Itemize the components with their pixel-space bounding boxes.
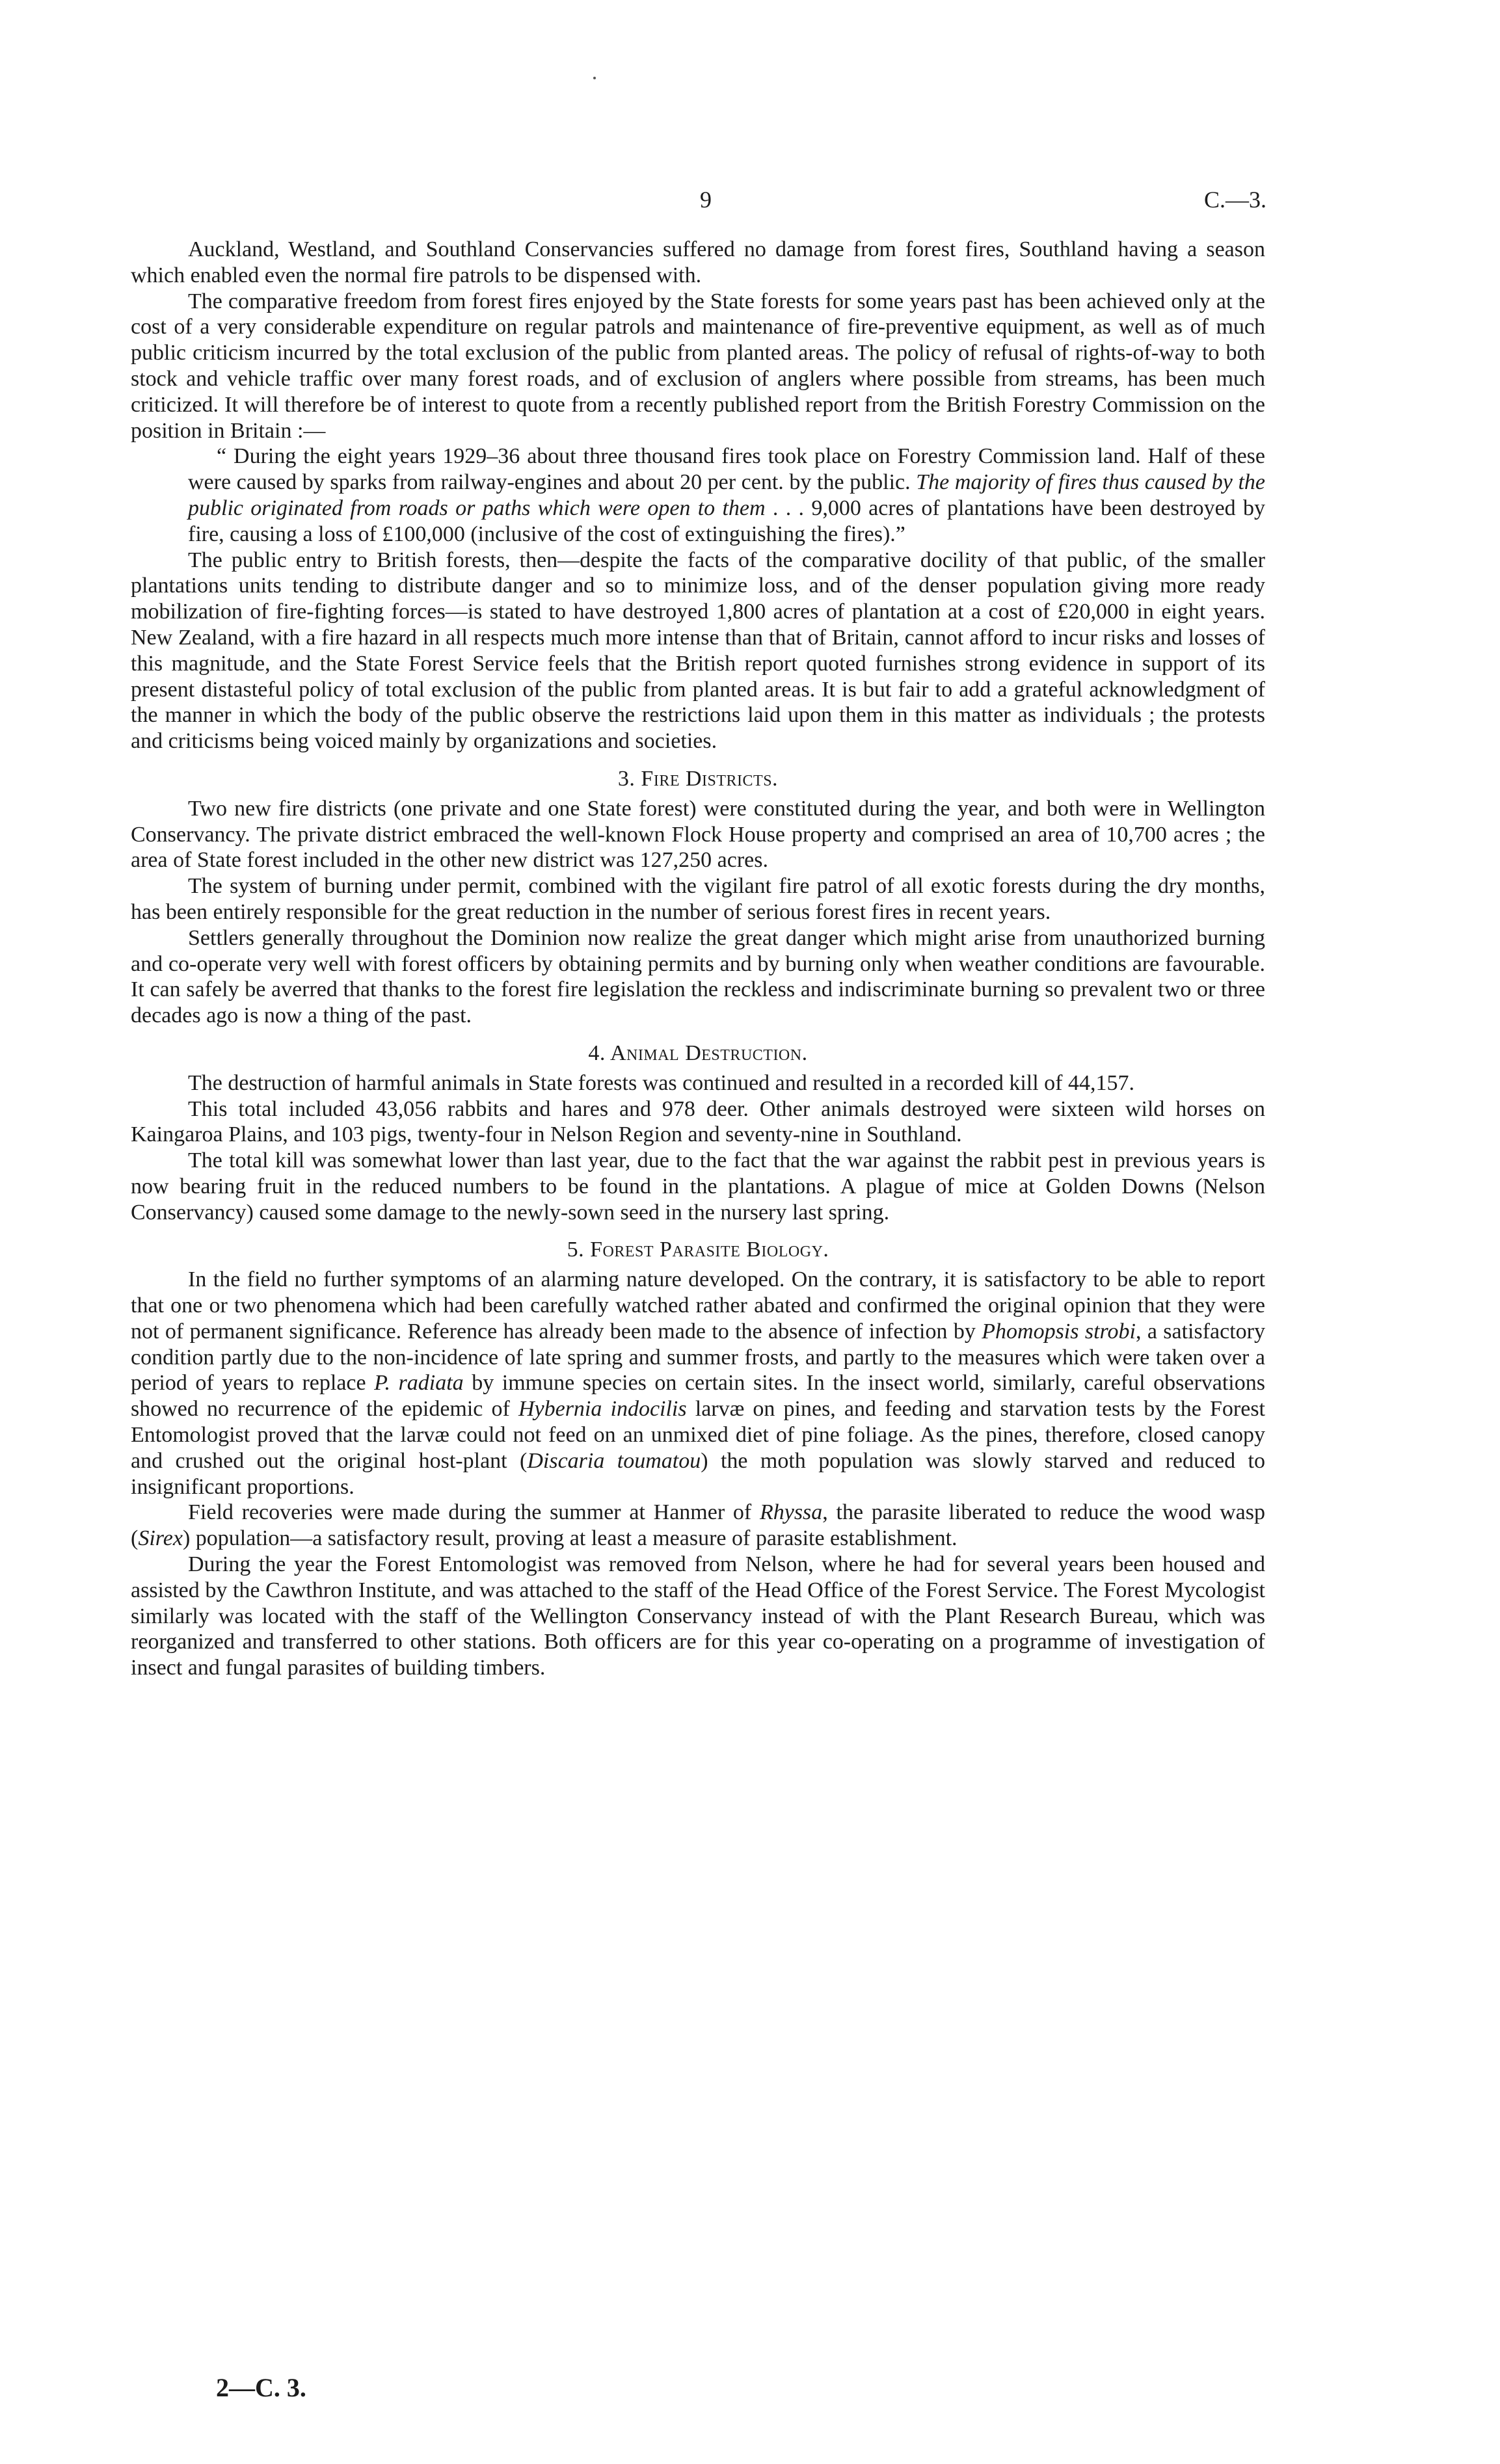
paragraph-comparative-freedom: The comparative freedom from forest fires enjoyed by the State forests for some years past has been achieved only at the cost of a very considerable expenditure on regular patrols and maintenance of fire-preventive equipment, as well as of much public criticism incurred by the total exclusion of the public from planted areas. The policy of refusal of rights-of-way to both stock and vehicle traffic over many forest roads, and of exclusion of anglers where possible from streams, has been much criticized. It will therefore be of interest to quote from a recently published report from the British Forestry Commission on the position in Britain :— [131, 289, 1265, 443]
heading-animal-destruction: 4. Animal Destruction. [588, 1040, 808, 1065]
species-name: Discaria toumatou [527, 1448, 701, 1473]
signature-mark: 2—C. 3. [216, 2373, 306, 2402]
paragraph-entomologist-removed: During the year the Forest Entomologist was removed from Nelson, where he had for several years been housed and assisted by the Cawthron Institute, and was attached to the staff of the Head Office of the Forest Service. The Forest Mycologist similarly was located with the staff of the Wellington Conservancy instead of with the Plant Research Bureau, which was reorganized and transferred to other stations. Both officers are for this year co-operating on a programme of investigation of insect and fungal parasites of building timbers. [131, 1552, 1265, 1680]
page-number: 9 [700, 187, 712, 213]
species-name: P. radiata [374, 1371, 464, 1396]
text-segment: Field recoveries were made during the summer at Hanmer of [188, 1500, 760, 1525]
paragraph-conservancies: Auckland, Westland, and Southland Conservancies suffered no damage from forest fires, Southland having a season which enabled even the normal fire patrols to be dispensed with. [131, 237, 1265, 287]
heading-forest-parasite-biology: 5. Forest Parasite Biology. [567, 1238, 829, 1262]
heading-fire-districts: 3. Fire Districts. [617, 766, 779, 791]
paragraph-new-fire-districts: Two new fire districts (one private and one State forest) were constituted during the year, and both were in Wellington Conservancy. The private district embraced the well-known Flock House property and comprised an area of 10,700 acres ; the area of State forest included in the other new district was 127,250 acres. [131, 796, 1265, 873]
paragraph-total-included: This total included 43,056 rabbits and hares and 978 deer. Other animals destroyed were sixteen wild horses on Kaingaroa Plains, and 103 pigs, twenty-four in Nelson Region and seventy-nine in Southland. [131, 1096, 1265, 1147]
quote-italic-text: The majority of fires thus caused by the public originated from roads or paths which were open to them [188, 470, 1266, 520]
text-segment: larvæ on pines, and feeding and starvation tests by the Forest Entomologist proved that the larvæ could not feed on an unmixed diet of pine foliage. As the pines, therefore, closed canopy and crushed out the original host-plant ( [131, 1397, 1265, 1473]
body-text [131, 237, 1265, 1681]
text-segment: by immune species on certain sites. In the insect world, similarly, careful observations showed no recurrence of the epidemic of [131, 1371, 1265, 1422]
text-segment: , a satisfactory condition partly due to the non-incidence of late spring and summer frosts, and partly to the measures which were taken over a period of years to replace [131, 1319, 1266, 1396]
paragraph-public-entry: The public entry to British forests, then—despite the facts of the comparative docility of that public, of the smaller plantations units tending to distribute danger and so to minimize loss, and of the denser population giving more ready mobilization of fire-fighting forces—is stated to have destroyed 1,800 acres of plantation at a cost of £20,000 in eight years. New Zealand, with a fire hazard in all respects much more intense than that of Britain, cannot afford to incur risks and losses of this magnitude, and the State Forest Service feels that the British report quoted furnishes strong evidence in support of its present distasteful policy of total exclusion of the public from planted areas. It is but fair to add a grateful acknowledgment of the manner in which the body of the public observe the restrictions laid upon them in this matter as individuals ; the protests and criticisms being voiced mainly by organizations and societies. [131, 548, 1265, 754]
text-segment: In the field no further symptoms of an alarming nature developed. On the contrary, it is satisfactory to be able to report that one or two phenomena which had been carefully watched rather abated and confirmed the original opinion that they were not of permanent significance. Reference has already been made to the absence of infection by [131, 1267, 1265, 1344]
paragraph-settlers: Settlers generally throughout the Dominion now realize the great danger which might arise from unauthorized burning and co-operate very well with forest officers by obtaining permits and by burning only when weather conditions are favourable. It can safely be averred that thanks to the forest fire legislation the reckless and indiscriminate burning so prevalent two or three decades ago is now a thing of the past. [131, 925, 1265, 1028]
quote-text-end: . . . 9,000 acres of plantations have been destroyed by fire, causing a loss of £100,000 (inclusive of the cost of extinguishing the fires).” [188, 496, 1265, 546]
text-segment: , the parasite liberated to reduce the wood wasp ( [131, 1500, 1265, 1551]
species-name: Sirex [138, 1526, 183, 1551]
page-header [0, 186, 1500, 225]
species-name: Phomopsis strobi [982, 1319, 1136, 1344]
quotation-forestry-commission [188, 444, 1265, 547]
document-reference: C.—3. [1204, 187, 1267, 213]
species-name: Rhyssa [759, 1500, 823, 1525]
paragraph-in-the-field [131, 1267, 1265, 1500]
text-segment: ) population—a satisfactory result, proving at least a measure of parasite establishment. [182, 1526, 958, 1551]
speck-mark [593, 77, 596, 79]
paragraph-burning-permit: The system of burning under permit, combined with the vigilant fire patrol of all exotic forests during the dry months, has been entirely responsible for the great reduction in the number of serious forest fires in recent years. [131, 874, 1265, 924]
paragraph-total-kill-lower: The total kill was somewhat lower than last year, due to the fact that the war against the rabbit pest in previous years is now bearing fruit in the reduced numbers to be found in the plantations. A plague of mice at Golden Downs (Nelson Conservancy) caused some damage to the newly-sown seed in the nursery last spring. [131, 1148, 1265, 1225]
paragraph-field-recoveries [131, 1500, 1265, 1552]
species-name: Hybernia indocilis [518, 1397, 687, 1422]
paragraph-recorded-kill: The destruction of harmful animals in State forests was continued and resulted in a recorded kill of 44,157. [188, 1070, 1134, 1095]
quote-text-start: “ During the eight years 1929–36 about three thousand fires took place on Forestry Commission land. Half of these were caused by sparks from railway-engines and about 20 per cent. by the public. [188, 444, 1265, 495]
text-segment: ) the moth population was slowly starved and reduced to insignificant proportions. [131, 1448, 1265, 1499]
